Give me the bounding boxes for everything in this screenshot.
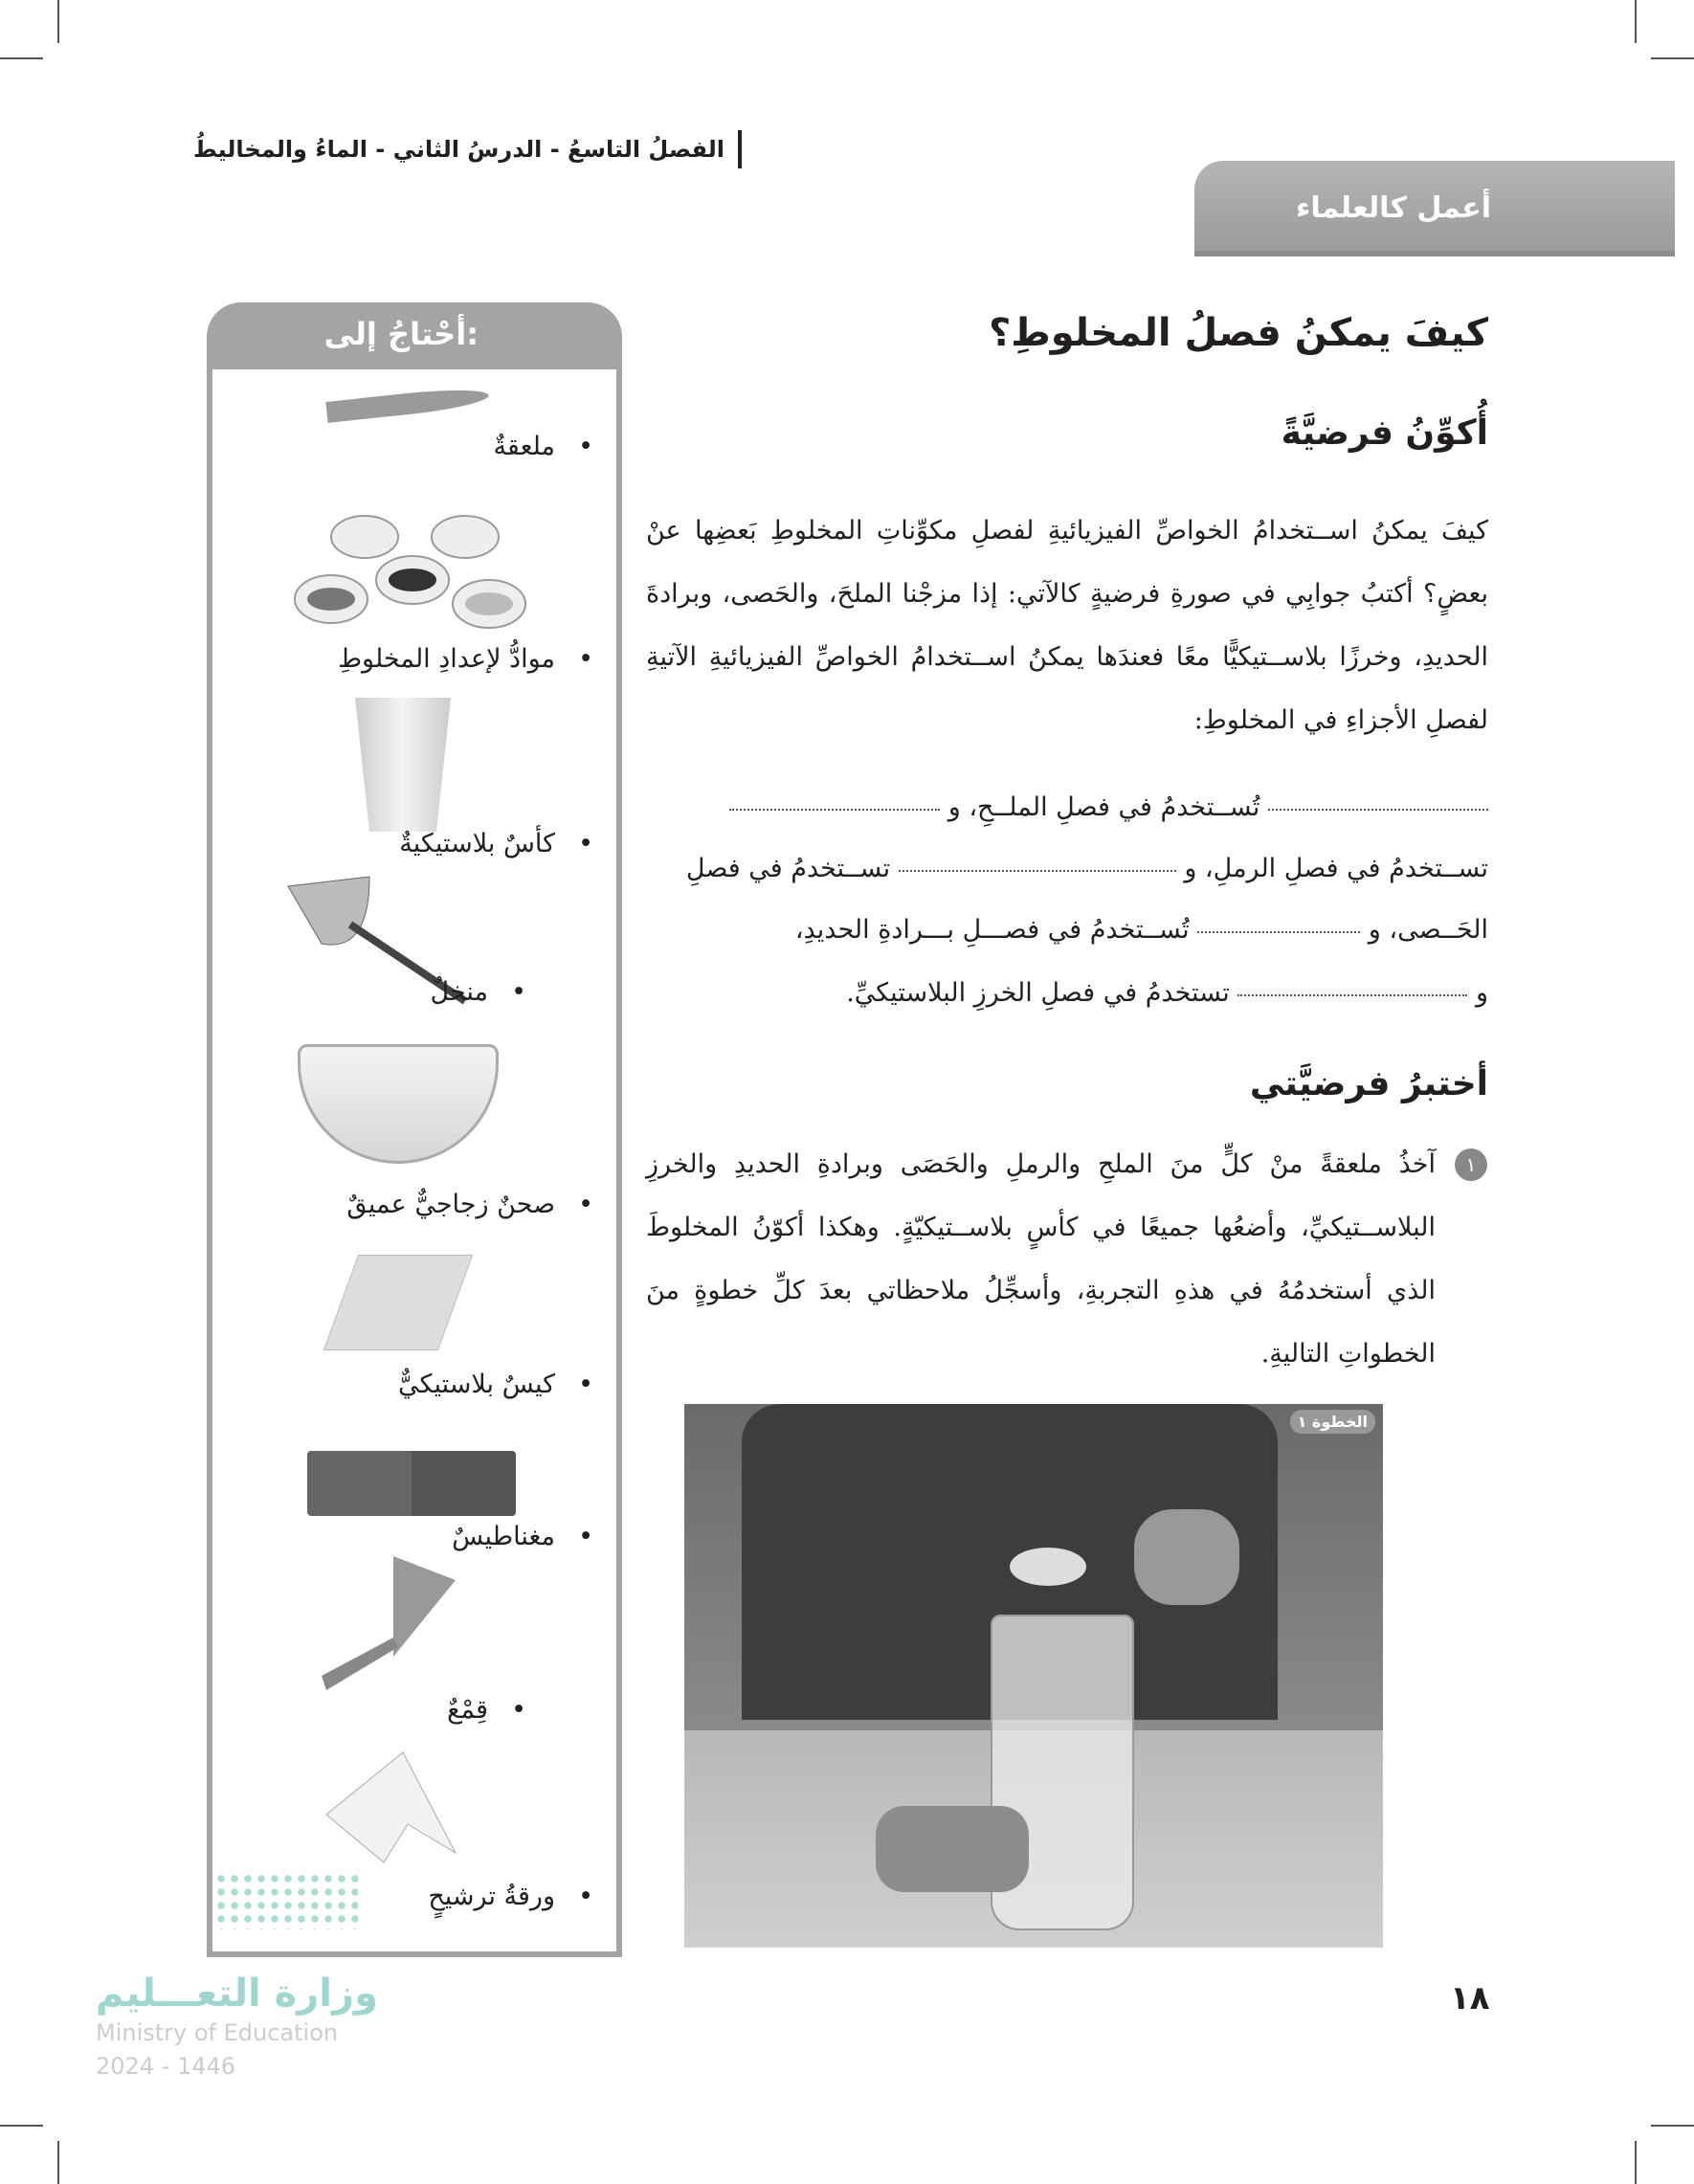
material-item: كيسٌ بلاستيكيٌّ •: [398, 1370, 555, 1399]
section-tab-label: أعمل كالعلماء: [1296, 191, 1491, 225]
materials-sidebar: [207, 302, 622, 1957]
crop-mark: [1651, 2125, 1694, 2127]
spoon-figure: [1010, 1548, 1086, 1586]
material-item: ورقةُ ترشيحٍ •: [428, 1882, 555, 1911]
step-number-badge: ١: [1455, 1148, 1487, 1181]
material-item: ملعقةٌ •: [493, 432, 555, 461]
edition-year: 2024 - 1446: [96, 2053, 236, 2080]
material-item: كأسٌ بلاستيكيةٌ •: [399, 829, 555, 858]
breadcrumb: الفصلُ التاسعُ - الدرسُ الثاني - الماءُ والمخاليطُ: [193, 130, 742, 168]
fill-line-1: [646, 777, 1488, 838]
page-title: كيفَ يمكنُ فصلُ المخلوطِ؟: [989, 311, 1488, 355]
answer-blank[interactable]: [1268, 807, 1488, 811]
ministry-logo-arabic: وزارة التعـــليم: [96, 1972, 378, 2016]
step-1-text: آخذُ ملعقةً منْ كلٍّ منَ الملحِ والرملِ والحَصَى وبرادةِ الحديدِ والخرزِ البلاســتيكيِّ، وأضعُها جميعًا في كأسٍ بلاســتيكيّةٍ. وهكذا أكوّنُ المخلوطَ الذي أستخدمُهُ في هذهِ التجربةِ، وأسجِّلُ ملاحظاتي بعدَ كلِّ خطوةٍ منَ الخطواتِ التاليةِ.: [646, 1149, 1436, 1369]
fill-text: تســتخدمُ في فصلِ: [685, 854, 891, 883]
hand-figure: [876, 1806, 1029, 1892]
answer-blank[interactable]: [1237, 992, 1467, 996]
material-item: منخلٌ •: [431, 977, 489, 1007]
hypothesis-paragraph: كيفَ يمكنُ اســتخدامُ الخواصِّ الفيزيائيةِ لفصلِ مكوِّناتِ المخلوطِ بَعضِها عنْ بعضٍ؟ أكتبُ جوابِي في صورةِ فرضيةٍ كالآتي: إذا مزجْنا الملحَ، والحَصى، وبرادةَ الحديدِ، وخرزًا بلاســتيكيًّا معًا فعندَها يمكنُ اســتخدامُ الخواصِّ الفيزيائيةِ الآتيةِ لفصلِ الأجزاءِ في المخلوطِ:: [646, 516, 1488, 735]
fill-text: تُســتخدمُ في فصـــلِ بـــرادةِ الحديدِ،: [794, 915, 1190, 945]
crop-mark: [1635, 0, 1637, 43]
answer-blank[interactable]: [729, 807, 940, 811]
ministry-logo-english: Ministry of Education: [96, 2019, 339, 2046]
materials-icon: [283, 499, 532, 652]
sidebar-header: [207, 302, 622, 369]
test-heading: أختبرُ فرضيَّتي: [1249, 1064, 1488, 1103]
material-item: صحنٌ زجاجيٌّ عميقٌ •: [346, 1190, 555, 1219]
answer-blank[interactable]: [1197, 929, 1360, 933]
material-item: موادُّ لإعدادِ المخلوطِ •: [338, 644, 555, 674]
dot-pattern-decoration: [214, 1872, 358, 1929]
fill-line-4: [646, 963, 1488, 1024]
hand-figure: [1134, 1509, 1239, 1605]
material-item: قِمْعٌ •: [447, 1695, 488, 1725]
funnel-icon: [317, 1551, 460, 1695]
fill-text: تســتخدمُ في فصلِ الرملِ، و: [1184, 854, 1488, 883]
fill-line-3: [646, 900, 1488, 961]
hypothesis-heading: أُكوِّنُ فرضيَّةً: [1281, 413, 1488, 453]
answer-blank[interactable]: [899, 868, 1176, 872]
material-item: مغناطيسٌ •: [452, 1522, 555, 1551]
crop-mark: [0, 2125, 43, 2127]
crop-mark: [57, 0, 59, 43]
crop-mark: [0, 57, 43, 59]
cup-icon: [355, 698, 451, 832]
fill-text: تُســتخدمُ في فصلِ الملــحِ، و: [947, 792, 1260, 822]
sidebar-title: أحْتاجُ إلى:: [323, 316, 479, 352]
crop-mark: [57, 2141, 59, 2184]
filter-paper-icon: [317, 1748, 460, 1867]
crop-mark: [1635, 2141, 1637, 2184]
fill-text: الحَــصى، و: [1368, 915, 1488, 945]
fill-line-2: [646, 838, 1488, 900]
fill-text: و: [1475, 978, 1488, 1008]
magnet-icon: [307, 1451, 516, 1516]
fill-text: تستخدمُ في فصلِ الخرزِ البلاستيكيِّ.: [846, 978, 1230, 1008]
section-tab: [1194, 161, 1675, 256]
step-1-photo: [684, 1404, 1383, 1948]
crop-mark: [1651, 57, 1694, 59]
page-number: ١٨: [1450, 1979, 1490, 2017]
step-label: الخطوة ١: [1290, 1410, 1375, 1434]
